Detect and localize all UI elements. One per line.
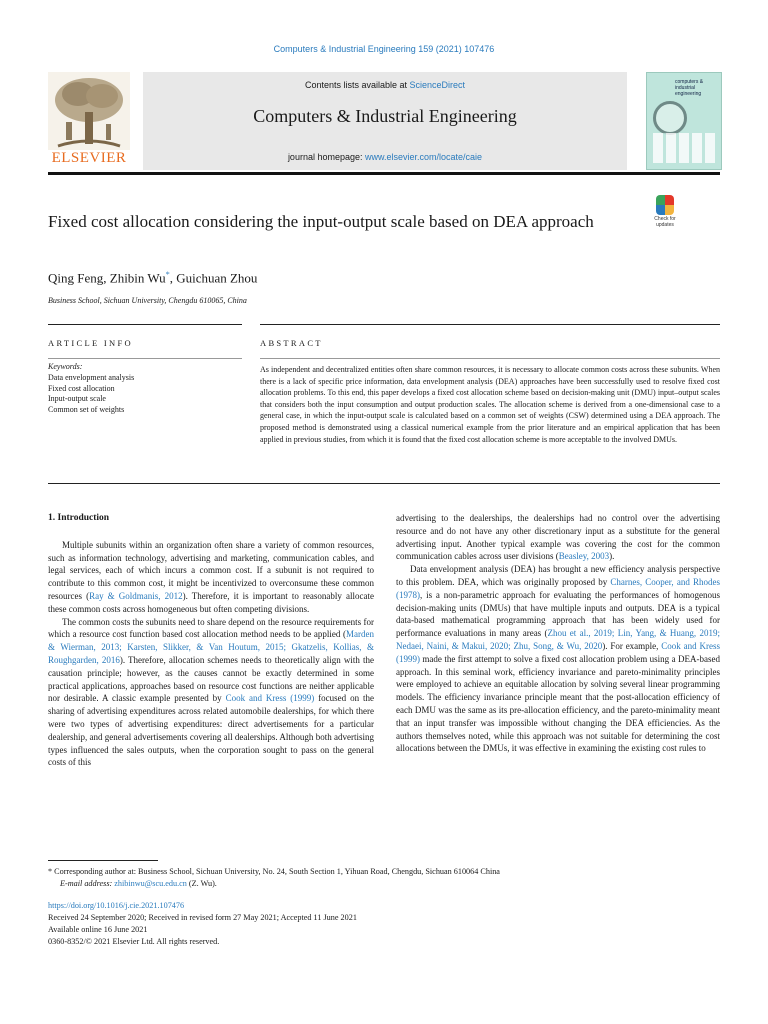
footnote-rule (48, 860, 158, 861)
article-info-rule (48, 324, 242, 325)
check-updates-icon (656, 195, 674, 215)
citation-link[interactable]: Cook and Kress (1999) (225, 693, 315, 704)
journal-title: Computers & Industrial Engineering (253, 106, 517, 126)
available-online: Available online 16 June 2021 (48, 925, 148, 934)
email-suffix: (Z. Wu). (186, 879, 217, 888)
journal-cover-thumbnail[interactable] (646, 72, 722, 170)
article-info-heading: ARTICLE INFO (48, 338, 133, 348)
citation-link[interactable]: Beasley, 2003 (558, 551, 610, 562)
body-paragraph: Data envelopment analysis (DEA) has brought a new efficiency analysis perspective to this problem. DEA, which was originally proposed by Charnes, Cooper, and Rhodes (1978), is a non-parametric approach for evaluating the performances of homogenous decision-making units (DMUs) that have multiple inputs and outputs. DEA is a typical data-based mathematical programming approach that has been widely used for performance evaluations in many areas (Zhou et al., 2019; Lin, Yang, & Huang, 2019; Nedaei, Naini, & Makui, 2020; Zhu, Song, & Wu, 2020). For example, Cook and Kress (1999) made the first attempt to solve a fixed cost allocation problem using a DEA-based approach. In this seminal work, efficiency invariance and pareto-minimality principles were employed to achieve an equitable allocation by solving several linear programming models. The efficiency invariance principle meant that the post-allocation efficiency of each DMU was the same as its pre-allocation efficiency, and the pareto-minimality meant that an input transfer was impossible without changing the DEA efficiencies. As the authors themselves noted, while this approach was not suitable for determining the cost allocations between the DMUs, it was effective in examining the existing cost rules to (396, 564, 721, 754)
authors-part2: , Guichuan Zhou (169, 270, 258, 286)
email-link[interactable]: zhibinwu@scu.edu.cn (114, 879, 187, 888)
keyword-item: Data envelopment analysis (48, 373, 135, 382)
contents-lists-line (143, 80, 627, 90)
footnote (48, 866, 728, 890)
citation-link[interactable]: Cook and Kress (1999) (396, 640, 721, 664)
journal-homepage-link[interactable]: www.elsevier.com/locate/caie (365, 152, 483, 162)
publication-info (48, 900, 728, 948)
elsevier-wordmark: ELSEVIER (51, 150, 127, 166)
abstract-heading: ABSTRACT (260, 338, 323, 348)
journal-citation-link[interactable]: Computers & Industrial Engineering 159 (2021) 107476 (273, 44, 495, 54)
abstract-divider (260, 358, 720, 359)
body-column-right (396, 512, 720, 755)
sciencedirect-link[interactable]: ScienceDirect (409, 80, 466, 90)
body-paragraph: Multiple subunits within an organization often share a variety of common resources, such as information technology, advertising and marketing, communication cables, and legal services, each of which incurs a common cost. If a subunit is not required to contribute to this common cost, it might be incentivized to overconsume these common resources (Ray & Goldmanis, 2012). Therefore, it is important to reasonably allocate these common costs across homogeneous but often competing divisions. (48, 539, 374, 614)
corresponding-author-marker[interactable]: * (165, 270, 170, 279)
cover-title: computers & industrial engineering (675, 79, 704, 97)
keywords-list (48, 373, 134, 415)
keyword-item: Fixed cost allocation (48, 383, 115, 393)
header-rule (48, 172, 720, 175)
abstract-rule (260, 324, 720, 325)
citation-link[interactable]: Zhou et al., 2019; Lin, Yang, & Huang, 2019; Nedaei, Naini, & Makui, 2020; Zhu, Song, & Wu, 2020 (396, 628, 720, 651)
check-for-updates-button[interactable] (646, 195, 684, 233)
homepage-prefix: journal homepage: (287, 152, 365, 162)
body-paragraph: The common costs the subunits need to share depend on the resource requirements for which a resource cost function based cost allocation method needs to be applied (Marden & Wierman, 2013; Karsten, Slikker, & Van Houtum, 2015; Gkatzelis, Kollias, & Roughgarden, 2016). Therefore, allocation schemes needs to theoretically align with the causation principle; however, as the causes cannot be exactly determined in some practical applications, approaches based on resource cost functions are neither applicable nor desirable. A classic example presented by Cook and Kress (1999) focused on the sharing of advertising expenditures across related automobile dealerships, for which there were two types of advertising expenditures: direct advertisements for a particular dealership, and general advertisements covering all dealerships. Although both advertising types influenced the sales outputs, when the corporation sought to pass on the general costs of this (48, 616, 374, 768)
body-paragraph: advertising to the dealerships, the dealerships had no control over the advertising resource and do not have any other discretionary input as a substitute for the general advertising input. Another typical example was covering the cost for the common communication cables across user divisions (Beasley, 2003). (396, 513, 720, 562)
citation-link[interactable]: Ray & Goldmanis, 2012 (89, 590, 183, 601)
journal-homepage-line (143, 152, 627, 162)
abstract-bottom-rule (48, 483, 720, 484)
doi-link[interactable]: https://doi.org/10.1016/j.cie.2021.107476 (48, 901, 185, 910)
keyword-item: Input-output scale (48, 394, 106, 403)
keywords-label: Keywords: (48, 362, 83, 371)
copyright: 0360-8352/© 2021 Elsevier Ltd. All rights reserved. (48, 937, 220, 946)
check-updates-label: Check for updates (654, 216, 676, 228)
section-heading-introduction: 1. Introduction (48, 513, 110, 523)
body-column-left (48, 512, 374, 769)
affiliation: Business School, Sichuan University, Chengdu 610065, China (48, 296, 247, 305)
email-label: E-mail address: (60, 879, 115, 888)
citation-link[interactable]: Charnes, Cooper, and Rhodes (1978) (396, 576, 720, 600)
keyword-item: Common set of weights (48, 404, 125, 414)
authors-part1: Qing Feng, Zhibin Wu (48, 270, 166, 286)
abstract-text: As independent and decentralized entities often share common resources, it is necessary to allocate common costs across these subunits. When there is a lack of specific price information, data envelopment analysis (DEA) approaches have been successfully used to resolve fixed cost allocation problems. To this end, this paper develops a fixed cost allocation scheme based on decision-making unit (DMU) input–output scales that considers both the input consumption and output production scales. The allocation scheme is derived from a one-dimensional case to a general case, in which the input-output scale is calculated based on a common set of weights (CSW) determined using a DEA approach. The proposed method is demonstrated using a classical numerical example from the prior literature and an empirical application that has been applied in previous studies, from which it is found that the fixed cost allocation scheme is more acceptable to the involved DMUs. (260, 365, 720, 444)
cover-emblem-icon (653, 101, 687, 135)
received-dates: Received 24 September 2020; Received in revised form 27 May 2021; Accepted 11 June 2021 (48, 913, 357, 922)
cover-grid (653, 133, 715, 163)
citation-link[interactable]: Marden & Wierman, 2013; Karsten, Slikker, & Van Houtum, 2015; Gkatzelis, Kollias, & Roughgarden, 2016 (48, 629, 374, 665)
email-line (48, 878, 728, 890)
keywords-divider (48, 358, 242, 359)
paper-title: Fixed cost allocation considering the input-output scale based on DEA approach (48, 212, 594, 231)
author-list (48, 270, 257, 286)
corresponding-author-note: * Corresponding author at: Business School, Sichuan University, No. 24, South Section 1, Yihuan Road, Chengdu, Sichuan 610064 China (48, 867, 500, 876)
contents-prefix: Contents lists available at (304, 80, 410, 90)
